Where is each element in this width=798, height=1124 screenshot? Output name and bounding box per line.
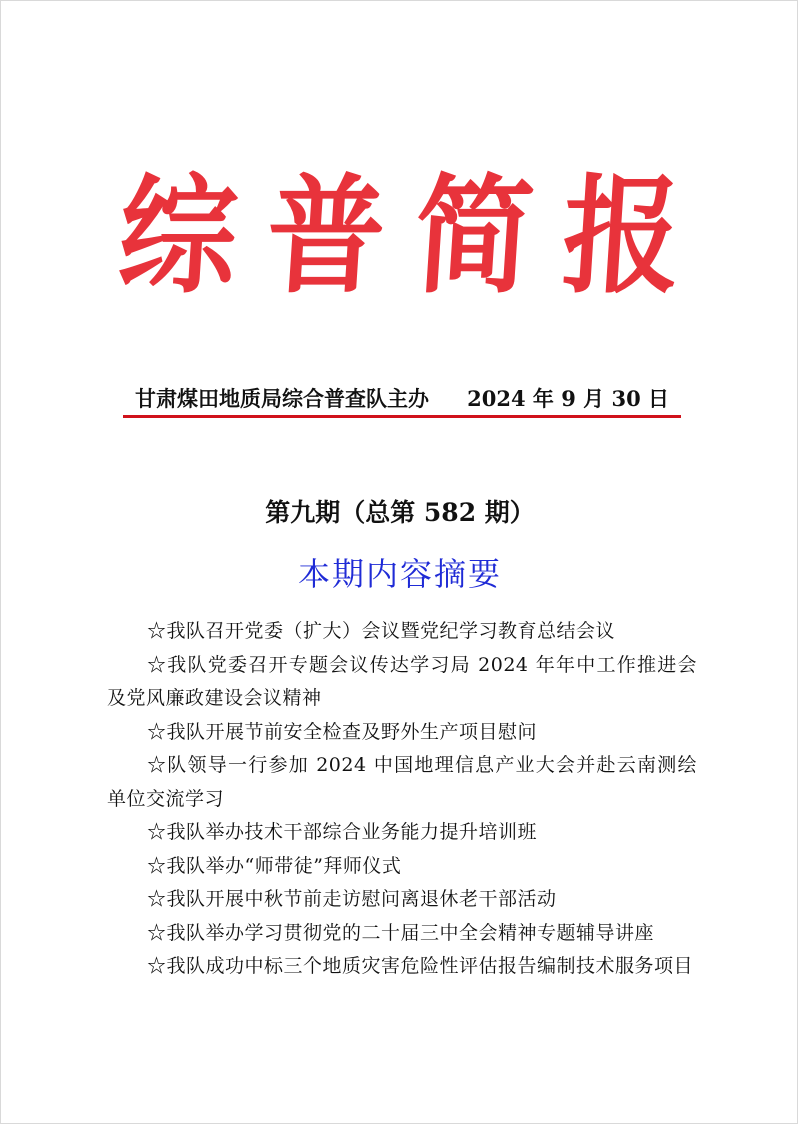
sponsor-line — [123, 381, 681, 415]
list-item: ☆我队举办学习贯彻党的二十届三中全会精神专题辅导讲座 — [147, 921, 655, 944]
list-item: ☆我队开展中秋节前走访慰问离退休老干部活动 — [147, 888, 557, 910]
abstract-title: 本期内容摘要 — [297, 555, 502, 593]
list-item: ☆我队举办“师带徒”拜师仪式 — [147, 854, 402, 877]
list-item: ☆我队举办技术干部综合业务能力提升培训班 — [147, 821, 538, 843]
list-item: ☆我队召开党委（扩大）会议暨党纪学习教育总结会议 — [147, 620, 616, 642]
masthead-char-2: 普 — [262, 160, 390, 311]
header-divider — [123, 415, 681, 418]
list-item: ☆我队党委召开专题会议传达学习局 2024 年年中工作推进会及党风廉政建设会议精神 — [107, 653, 697, 709]
issue-date: 2024 年 9 月 30 日 — [467, 386, 669, 411]
masthead-char-4: 报 — [558, 160, 686, 311]
issue-number: 第九期（总第 582 期） — [265, 498, 535, 527]
list-item: ☆我队开展节前安全检查及野外生产项目慰问 — [147, 720, 538, 743]
sponsor-text: 甘肃煤田地质局综合普查队主办 — [135, 386, 429, 411]
masthead-title — [1, 151, 798, 321]
masthead-char-1: 综 — [114, 160, 242, 311]
list-item: ☆队领导一行参加 2024 中国地理信息产业大会并赴云南测绘单位交流学习 — [107, 754, 697, 810]
abstract-list — [107, 615, 697, 984]
masthead-char-3: 简 — [410, 160, 538, 311]
list-item: ☆我队成功中标三个地质灾害危险性评估报告编制技术服务项目 — [147, 955, 694, 977]
